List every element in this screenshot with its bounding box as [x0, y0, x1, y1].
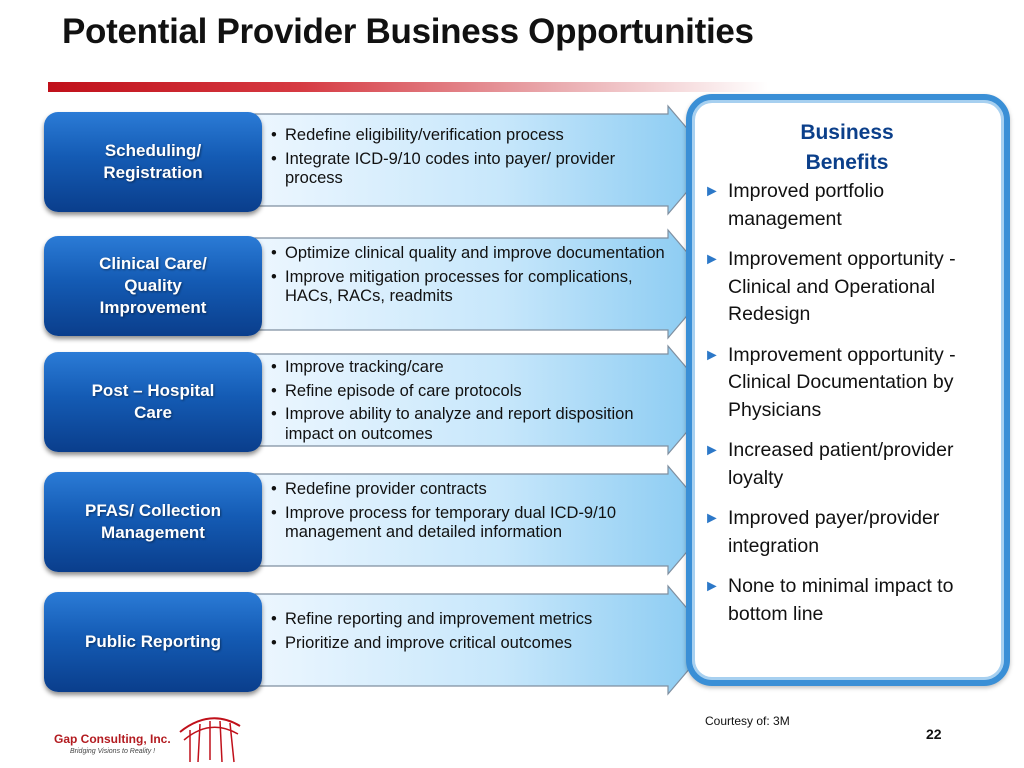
benefit-text: Improved portfolio management: [728, 180, 885, 230]
slide-title: Potential Provider Business Opportunities: [62, 12, 754, 51]
business-benefits-panel: [686, 94, 1010, 686]
triangle-bullet-icon: ►: [704, 251, 720, 268]
benefit-text: Improvement opportunity - Clinical Documentation by Physicians: [728, 343, 956, 421]
page-number: 22: [926, 726, 942, 742]
opportunity-row: [44, 344, 684, 456]
benefit-item: [700, 178, 1000, 233]
benefit-item: [700, 246, 1000, 329]
row-bullets: [271, 480, 671, 547]
row-bullets: [271, 126, 671, 193]
row-label-box: [44, 592, 262, 692]
benefit-item: [700, 342, 1000, 425]
benefits-title: Business Benefits: [800, 121, 894, 174]
row-label: PFAS/ Collection Management: [84, 501, 222, 542]
row-label-box: [44, 352, 262, 452]
benefit-text: None to minimal impact to bottom line: [728, 575, 954, 625]
row-bullets: [271, 244, 671, 311]
logo-company-name: Gap Consulting, Inc.: [54, 732, 171, 746]
row-label-box: [44, 472, 262, 572]
row-label: Clinical Care/ Quality Improvement: [99, 254, 207, 317]
courtesy-note: Courtesy of: 3M: [705, 714, 790, 728]
row-label-box: [44, 236, 262, 336]
benefit-text: Improved payer/provider integration: [728, 507, 940, 557]
title-underline: [48, 82, 768, 92]
row-label-box: [44, 112, 262, 212]
bullet-item: • Redefine eligibility/verification process: [271, 126, 671, 146]
triangle-bullet-icon: ►: [704, 578, 720, 595]
bullet-item: • Integrate ICD-9/10 codes into payer/ provider process: [271, 150, 671, 189]
row-bullets: [271, 610, 671, 657]
bullet-item: • Refine reporting and improvement metrics: [271, 610, 671, 630]
bridge-icon: [176, 710, 246, 764]
benefit-item: [700, 573, 1000, 628]
triangle-bullet-icon: ►: [704, 510, 720, 527]
benefit-item: [700, 437, 1000, 492]
bullet-item: • Improve process for temporary dual ICD-9/10 management and detailed information: [271, 504, 671, 543]
opportunity-row: [44, 104, 684, 216]
triangle-bullet-icon: ►: [704, 183, 720, 200]
row-bullets: [271, 358, 671, 448]
bullet-item: • Improve ability to analyze and report disposition impact on outcomes: [271, 405, 671, 444]
benefit-item: [700, 505, 1000, 560]
opportunity-row: [44, 464, 684, 576]
logo-tagline: Bridging Visions to Reality !: [70, 748, 156, 755]
bullet-item: • Improve mitigation processes for complications, HACs, RACs, readmits: [271, 268, 671, 307]
bullet-item: • Prioritize and improve critical outcomes: [271, 634, 671, 654]
triangle-bullet-icon: ►: [704, 346, 720, 364]
row-label: Scheduling/ Registration: [103, 141, 203, 182]
benefit-text: Improvement opportunity - Clinical and Operational Redesign: [728, 248, 956, 325]
company-logo: [48, 708, 248, 764]
bullet-item: • Optimize clinical quality and improve documentation: [271, 244, 671, 264]
opportunity-row: [44, 228, 684, 340]
bullet-item: • Refine episode of care protocols: [271, 382, 671, 402]
triangle-bullet-icon: ►: [704, 442, 720, 459]
benefit-text: Increased patient/provider loyalty: [728, 439, 954, 489]
bullet-item: • Improve tracking/care: [271, 358, 671, 378]
bullet-item: • Redefine provider contracts: [271, 480, 671, 500]
benefits-list: [700, 178, 1000, 641]
opportunity-row: [44, 584, 684, 696]
row-label: Public Reporting: [85, 632, 221, 651]
row-label: Post – Hospital Care: [91, 381, 215, 422]
